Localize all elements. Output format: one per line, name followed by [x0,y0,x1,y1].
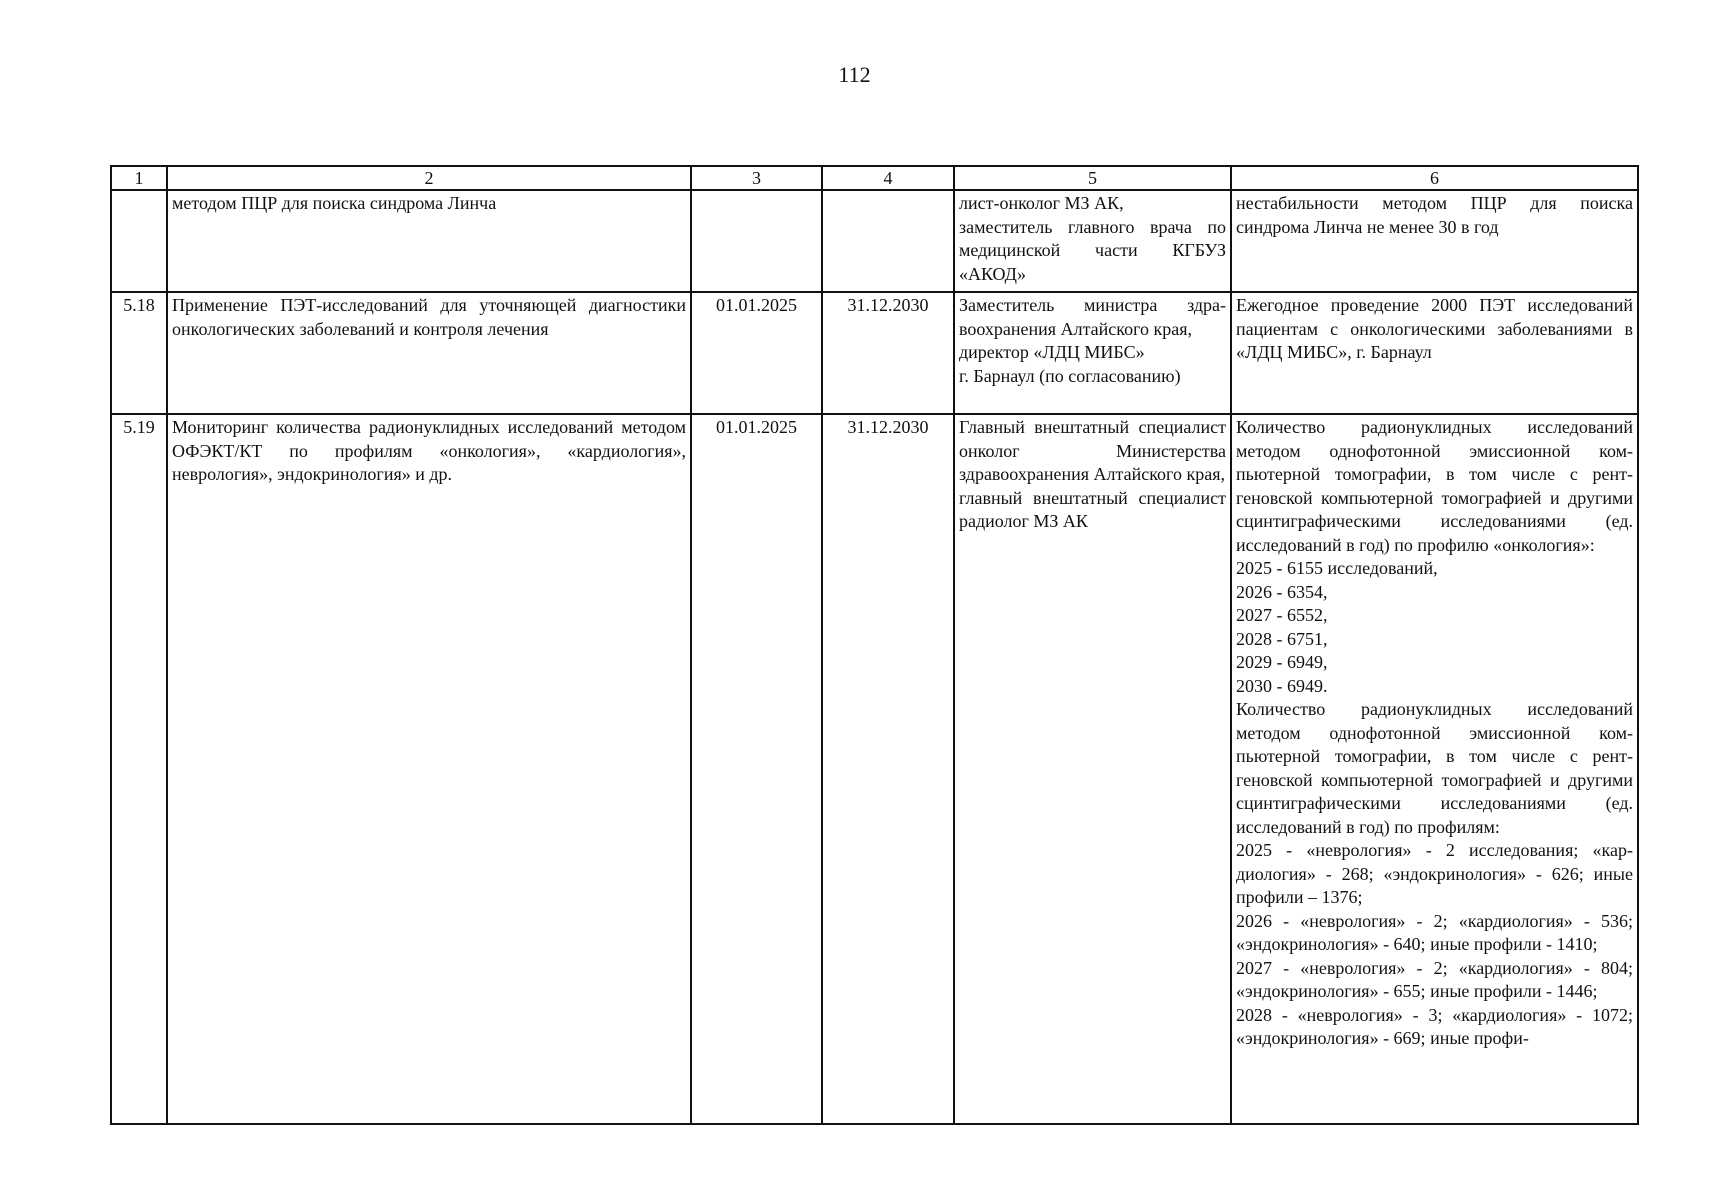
start-date-cell: 01.01.2025 [691,292,822,414]
activity-cell: Применение ПЭТ-исследований для уточняющей диагностики онкологических заболеваний и контроля лечения [167,292,691,414]
column-number-header: 2 [167,166,691,190]
column-number-header: 3 [691,166,822,190]
item-number-cell: 5.19 [111,414,167,1124]
responsible-cell: лист-онколог МЗ АК, заместитель главного врача по медицинской части КГБУЗ «АКОД» [954,190,1231,292]
table-row [111,292,1638,414]
item-number-cell [111,190,167,292]
table-row [111,414,1638,1124]
responsible-cell: Заместитель министра здравоохранения Алтайского края, директор «ЛДЦ МИБС» г. Барнаул (по согласованию) [954,292,1231,414]
table-header-row [111,166,1638,190]
activity-cell: методом ПЦР для поиска синдрома Линча [167,190,691,292]
page-number: 112 [838,62,871,87]
column-number-header: 1 [111,166,167,190]
start-date-cell [691,190,822,292]
result-cell: Ежегодное проведение 2000 ПЭТ исследований пациентам с онкологическими заболеваниями в «ЛДЦ МИБС», г. Барнаул [1231,292,1638,414]
item-number-cell: 5.18 [111,292,167,414]
end-date-cell: 31.12.2030 [822,292,954,414]
end-date-cell [822,190,954,292]
result-cell: Количество радионуклидных исследований методом однофотонной эмиссионной компьютерной томографии, в том числе с рентгеновской компьютерной томографией и другими сцинтиграфическими исследованиями (ед. исследований в год) по профилю «онкология»: 2025 - 6155 исследований, 2026 - 6354, 2027 - 6552, 2028 - 6751, 2029 - 6949, 2030 - 6949. Количество радионуклидных исследований методом однофотонной эмиссионной компьютерной томографии, в том числе с рентгеновской компьютерной томографией и другими сцинтиграфическими исследованиями (ед. исследований в год) по профилям: 2025 - «неврология» - 2 исследования; «кардиология» - 268; «эндокринология» - 626; иные профили – 1376; 2026 - «неврология» - 2; «кардиология» - 536; «эндокринология» - 640; иные профили - 1410; 2027 - «неврология» - 2; «кардиология» - 804; «эндокринология» - 655; иные профили - 1446; 2028 - «неврология» - 3; «кардиология» - 1072; «эндокринология» - 669; иные профи- [1231,414,1638,1124]
end-date-cell: 31.12.2030 [822,414,954,1124]
table-row [111,190,1638,292]
responsible-cell: Главный внештатный специалист онколог Министерства здравоохранения Алтайского края, главный внештатный специалист радиолог МЗ АК [954,414,1231,1124]
column-number-header: 5 [954,166,1231,190]
column-number-header: 6 [1231,166,1638,190]
activity-cell: Мониторинг количества радионуклидных исследований методом ОФЭКТ/КТ по профилям «онкология», «кардиология», неврология», эндокринология» и др. [167,414,691,1124]
activity-table [110,165,1639,1125]
start-date-cell: 01.01.2025 [691,414,822,1124]
result-cell: нестабильности методом ПЦР для поиска синдрома Линча не менее 30 в год [1231,190,1638,292]
column-number-header: 4 [822,166,954,190]
